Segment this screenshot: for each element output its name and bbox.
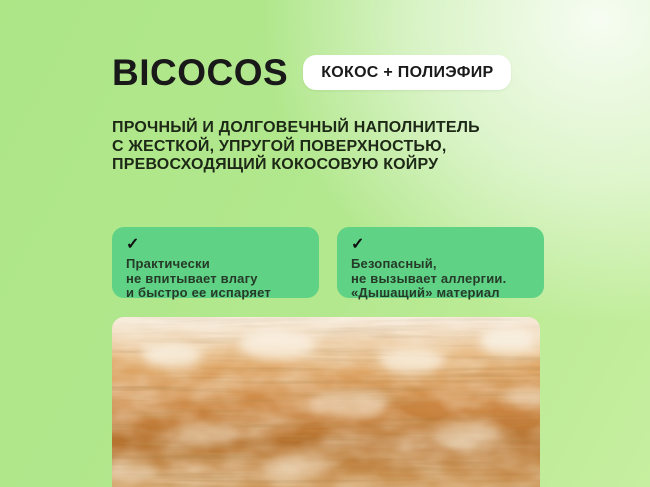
feature-card-moisture — [112, 227, 319, 301]
coir-texture-photo — [112, 317, 540, 487]
check-icon: ✓ — [351, 236, 365, 253]
feature-card-safety — [337, 227, 544, 301]
headline-line: С ЖЕСТКОЙ, УПРУГОЙ ПОВЕРХНОСТЬЮ, — [112, 137, 447, 155]
headline-line: ПРОЧНЫЙ И ДОЛГОВЕЧНЫЙ НАПОЛНИТЕЛЬ — [112, 119, 480, 136]
brand-title: BICOCOS — [112, 52, 289, 93]
composition-badge: КОКОС + ПОЛИЭФИР — [303, 55, 511, 90]
feature-cards — [112, 227, 544, 301]
check-icon: ✓ — [126, 236, 140, 253]
coir-texture-illustration — [112, 317, 540, 487]
feature-line: Безопасный, — [351, 256, 437, 271]
feature-line: не впитывает влагу — [126, 270, 258, 286]
header — [112, 54, 540, 91]
headline-line: ПРЕВОСХОДЯЩИЙ КОКОСОВУЮ КОЙРУ — [112, 156, 439, 173]
feature-text — [351, 257, 530, 301]
feature-text — [126, 257, 305, 301]
feature-line: и быстро ее испаряет — [126, 285, 271, 301]
headline — [112, 119, 480, 175]
feature-line: Практически — [126, 256, 210, 271]
feature-line: «Дышащий» материал — [351, 285, 500, 301]
feature-line: не вызывает аллергии. — [351, 270, 507, 286]
